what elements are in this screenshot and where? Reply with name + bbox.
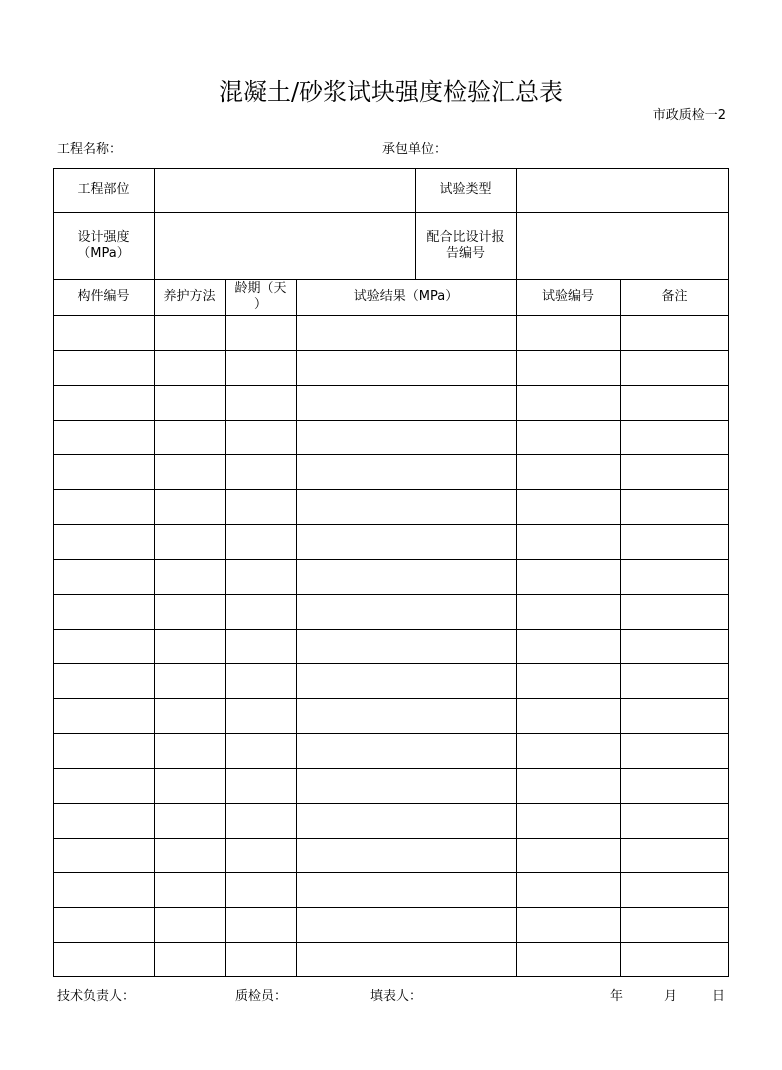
table-cell[interactable] xyxy=(296,454,516,489)
table-cell[interactable] xyxy=(53,385,154,420)
table-cell[interactable] xyxy=(516,663,620,698)
column-header-component-no: 构件编号 xyxy=(77,289,130,304)
table-cell[interactable] xyxy=(225,420,296,455)
table-cell[interactable] xyxy=(296,524,516,559)
design-strength-unit: （MPa） xyxy=(77,245,130,261)
table-cell[interactable] xyxy=(516,872,620,907)
project-part-value[interactable] xyxy=(154,168,415,212)
test-type-value[interactable] xyxy=(516,168,729,212)
table-cell[interactable] xyxy=(620,942,729,977)
table-cell[interactable] xyxy=(296,838,516,873)
table-cell[interactable] xyxy=(53,350,154,385)
table-cell[interactable] xyxy=(296,420,516,455)
table-cell[interactable] xyxy=(154,629,225,664)
table-cell[interactable] xyxy=(53,768,154,803)
table-cell[interactable] xyxy=(154,454,225,489)
table-cell[interactable] xyxy=(516,942,620,977)
contractor-label: 承包单位： xyxy=(382,142,448,157)
age-header-text: 龄期（天 xyxy=(234,281,287,296)
table-cell[interactable] xyxy=(620,489,729,524)
project-part-label: 工程部位 xyxy=(77,182,130,197)
table-cell[interactable] xyxy=(53,559,154,594)
table-cell[interactable] xyxy=(225,454,296,489)
table-cell[interactable] xyxy=(225,663,296,698)
inspector-label: 质检员： xyxy=(235,989,288,1004)
table-cell[interactable] xyxy=(516,350,620,385)
date-month-label: 月 xyxy=(664,989,678,1004)
age-header-text-line2: ） xyxy=(253,297,267,312)
table-cell[interactable] xyxy=(620,454,729,489)
table-cell[interactable] xyxy=(296,907,516,942)
table-cell[interactable] xyxy=(296,594,516,629)
table-cell[interactable] xyxy=(53,803,154,838)
mix-report-value[interactable] xyxy=(516,212,729,279)
table-cell[interactable] xyxy=(225,385,296,420)
table-cell[interactable] xyxy=(296,768,516,803)
column-header-test-result: 试验结果（MPa） xyxy=(353,289,459,304)
table-cell[interactable] xyxy=(296,350,516,385)
table-cell[interactable] xyxy=(620,733,729,768)
table-cell[interactable] xyxy=(53,907,154,942)
summary-table xyxy=(53,168,729,977)
table-cell[interactable] xyxy=(296,872,516,907)
design-strength-label xyxy=(53,212,154,279)
mix-report-text: 配合比设计报 xyxy=(426,229,505,245)
table-cell[interactable] xyxy=(154,350,225,385)
table-cell[interactable] xyxy=(516,594,620,629)
table-cell[interactable] xyxy=(225,559,296,594)
table-cell[interactable] xyxy=(296,385,516,420)
table-cell[interactable] xyxy=(620,629,729,664)
design-strength-text: 设计强度 xyxy=(77,229,130,245)
table-cell[interactable] xyxy=(53,629,154,664)
table-cell[interactable] xyxy=(620,803,729,838)
table-cell[interactable] xyxy=(620,768,729,803)
table-cell[interactable] xyxy=(154,489,225,524)
table-cell[interactable] xyxy=(53,594,154,629)
form-code: 市政质检一2 xyxy=(652,108,726,123)
table-cell[interactable] xyxy=(620,385,729,420)
table-cell[interactable] xyxy=(53,733,154,768)
table-cell[interactable] xyxy=(53,420,154,455)
table-cell[interactable] xyxy=(225,733,296,768)
table-cell[interactable] xyxy=(154,838,225,873)
table-cell[interactable] xyxy=(620,838,729,873)
table-cell[interactable] xyxy=(296,629,516,664)
table-cell[interactable] xyxy=(516,907,620,942)
table-cell[interactable] xyxy=(225,942,296,977)
table-cell[interactable] xyxy=(154,872,225,907)
table-cell[interactable] xyxy=(154,594,225,629)
table-cell[interactable] xyxy=(53,454,154,489)
table-cell[interactable] xyxy=(225,524,296,559)
table-cell[interactable] xyxy=(620,315,729,350)
filler-label: 填表人： xyxy=(370,989,423,1004)
table-cell[interactable] xyxy=(296,489,516,524)
table-cell[interactable] xyxy=(620,524,729,559)
table-cell[interactable] xyxy=(516,838,620,873)
table-cell[interactable] xyxy=(154,942,225,977)
table-cell[interactable] xyxy=(516,698,620,733)
table-cell[interactable] xyxy=(53,489,154,524)
table-cell[interactable] xyxy=(620,559,729,594)
table-cell[interactable] xyxy=(516,768,620,803)
table-cell[interactable] xyxy=(225,489,296,524)
table-cell[interactable] xyxy=(225,698,296,733)
column-header-age xyxy=(225,279,296,315)
table-cell[interactable] xyxy=(296,698,516,733)
table-cell[interactable] xyxy=(53,838,154,873)
table-cell[interactable] xyxy=(53,942,154,977)
design-strength-value[interactable] xyxy=(154,212,415,279)
table-cell[interactable] xyxy=(516,559,620,594)
table-cell[interactable] xyxy=(296,942,516,977)
table-cell[interactable] xyxy=(53,663,154,698)
table-cell[interactable] xyxy=(296,315,516,350)
form-title: 混凝土/砂浆试块强度检验汇总表 xyxy=(218,78,564,106)
table-cell[interactable] xyxy=(516,733,620,768)
table-cell[interactable] xyxy=(516,454,620,489)
project-name-label: 工程名称： xyxy=(57,142,123,157)
table-cell[interactable] xyxy=(154,420,225,455)
table-cell[interactable] xyxy=(516,489,620,524)
table-cell[interactable] xyxy=(620,872,729,907)
column-header-remarks: 备注 xyxy=(661,289,688,304)
column-header-test-no: 试验编号 xyxy=(541,289,594,304)
table-cell[interactable] xyxy=(296,663,516,698)
table-cell[interactable] xyxy=(154,524,225,559)
table-cell[interactable] xyxy=(620,907,729,942)
mix-report-label xyxy=(415,212,516,279)
table-cell[interactable] xyxy=(53,698,154,733)
table-cell[interactable] xyxy=(516,420,620,455)
table-cell[interactable] xyxy=(154,907,225,942)
tech-lead-label: 技术负责人： xyxy=(57,989,136,1004)
table-cell[interactable] xyxy=(154,663,225,698)
table-cell[interactable] xyxy=(225,768,296,803)
table-cell[interactable] xyxy=(154,733,225,768)
date-year-label: 年 xyxy=(610,989,624,1004)
table-cell[interactable] xyxy=(53,524,154,559)
table-cell[interactable] xyxy=(154,768,225,803)
table-cell[interactable] xyxy=(516,315,620,350)
table-cell[interactable] xyxy=(620,594,729,629)
table-cell[interactable] xyxy=(53,315,154,350)
table-cell[interactable] xyxy=(53,872,154,907)
table-cell[interactable] xyxy=(225,803,296,838)
table-cell[interactable] xyxy=(516,524,620,559)
table-cell[interactable] xyxy=(620,663,729,698)
table-cell[interactable] xyxy=(620,698,729,733)
table-cell[interactable] xyxy=(516,629,620,664)
mix-report-text-line2: 告编号 xyxy=(445,245,485,261)
table-cell[interactable] xyxy=(296,803,516,838)
table-cell[interactable] xyxy=(296,733,516,768)
table-cell[interactable] xyxy=(225,315,296,350)
date-day-label: 日 xyxy=(712,989,726,1004)
table-cell[interactable] xyxy=(225,907,296,942)
table-cell[interactable] xyxy=(154,315,225,350)
table-cell[interactable] xyxy=(225,838,296,873)
table-cell[interactable] xyxy=(154,803,225,838)
table-cell[interactable] xyxy=(225,594,296,629)
table-cell[interactable] xyxy=(225,872,296,907)
table-cell[interactable] xyxy=(516,385,620,420)
test-type-label: 试验类型 xyxy=(439,182,492,197)
table-cell[interactable] xyxy=(620,350,729,385)
table-cell[interactable] xyxy=(296,559,516,594)
table-cell[interactable] xyxy=(225,350,296,385)
table-cell[interactable] xyxy=(620,420,729,455)
table-cell[interactable] xyxy=(154,559,225,594)
table-cell[interactable] xyxy=(516,803,620,838)
table-cell[interactable] xyxy=(225,629,296,664)
table-cell[interactable] xyxy=(154,385,225,420)
column-header-curing-method: 养护方法 xyxy=(163,289,216,304)
table-cell[interactable] xyxy=(154,698,225,733)
